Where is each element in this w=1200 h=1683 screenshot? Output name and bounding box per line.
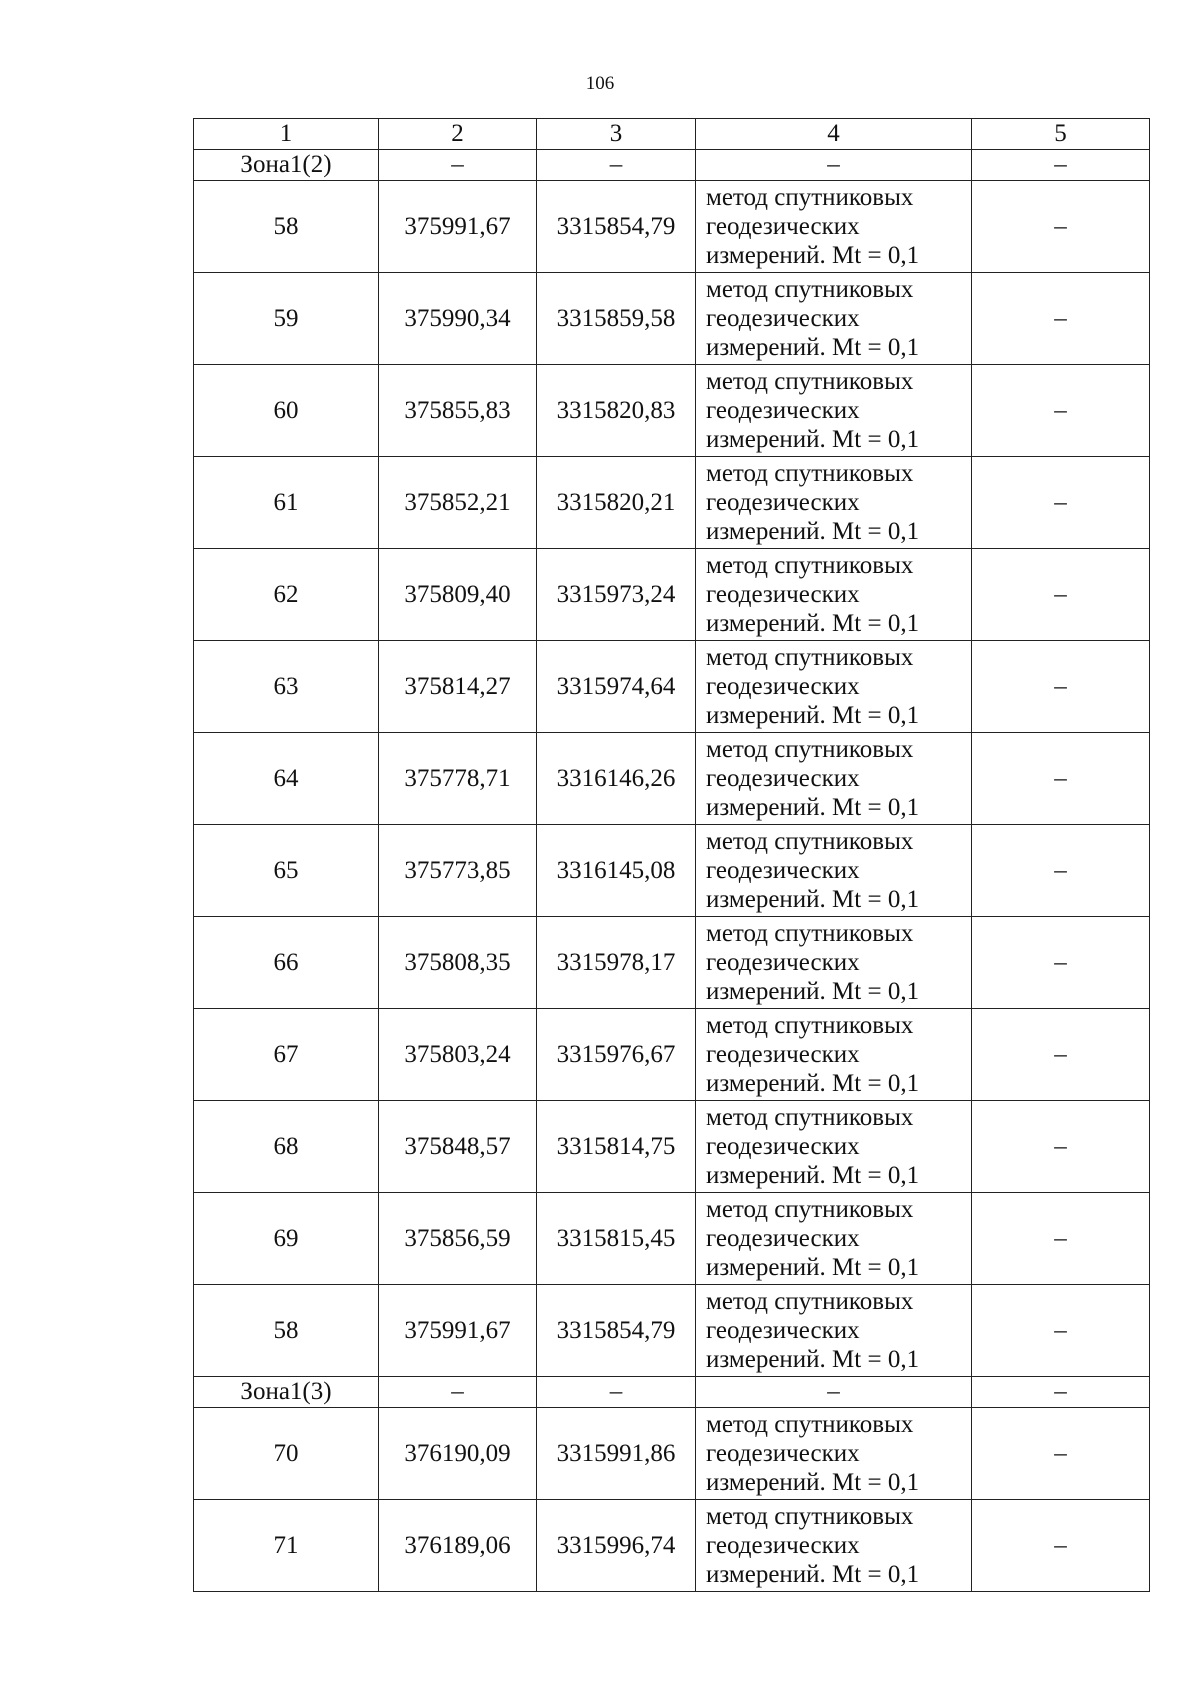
y-coordinate-cell: 3315991,86 xyxy=(537,1408,696,1500)
method-line: геодезических xyxy=(706,857,860,884)
y-coordinate-cell: 3315815,45 xyxy=(537,1193,696,1285)
method-cell xyxy=(696,641,972,733)
x-coordinate-cell: 375778,71 xyxy=(379,733,537,825)
method-line: геодезических xyxy=(706,397,860,424)
zone-label: Зона1(2) xyxy=(194,150,379,181)
method-line: метод спутниковых xyxy=(706,828,914,855)
table-row xyxy=(194,549,1150,641)
x-coordinate-cell: 375814,27 xyxy=(379,641,537,733)
method-line: геодезических xyxy=(706,1133,860,1160)
x-coordinate-cell: 375855,83 xyxy=(379,365,537,457)
point-number-cell: 67 xyxy=(194,1009,379,1101)
y-coordinate-cell: 3315974,64 xyxy=(537,641,696,733)
method-line: метод спутниковых xyxy=(706,920,914,947)
x-coordinate-cell: 375848,57 xyxy=(379,1101,537,1193)
column-number-row xyxy=(194,119,1150,150)
method-line: метод спутниковых xyxy=(706,1503,914,1530)
method-line: геодезических xyxy=(706,305,860,332)
method-cell xyxy=(696,733,972,825)
x-coordinate-cell: 375808,35 xyxy=(379,917,537,1009)
note-cell: – xyxy=(972,733,1150,825)
method-cell xyxy=(696,273,972,365)
zone-row xyxy=(194,150,1150,181)
method-line: геодезических xyxy=(706,1225,860,1252)
zone-dash-cell: – xyxy=(379,150,537,181)
table-row xyxy=(194,365,1150,457)
y-coordinate-cell: 3316146,26 xyxy=(537,733,696,825)
x-coordinate-cell: 375856,59 xyxy=(379,1193,537,1285)
x-coordinate-cell: 375852,21 xyxy=(379,457,537,549)
method-line: измерений. Mt = 0,1 xyxy=(706,886,920,913)
point-number-cell: 59 xyxy=(194,273,379,365)
point-number-cell: 69 xyxy=(194,1193,379,1285)
table-row xyxy=(194,1285,1150,1377)
coordinates-table xyxy=(193,118,1150,1592)
note-cell: – xyxy=(972,1500,1150,1592)
method-cell xyxy=(696,457,972,549)
method-line: измерений. Mt = 0,1 xyxy=(706,242,920,269)
zone-dash-cell: – xyxy=(537,150,696,181)
method-line: измерений. Mt = 0,1 xyxy=(706,334,920,361)
table-row xyxy=(194,1101,1150,1193)
method-line: метод спутниковых xyxy=(706,184,914,211)
x-coordinate-cell: 375991,67 xyxy=(379,181,537,273)
method-line: измерений. Mt = 0,1 xyxy=(706,518,920,545)
zone-dash-cell: – xyxy=(379,1377,537,1408)
y-coordinate-cell: 3315820,83 xyxy=(537,365,696,457)
zone-dash-cell: – xyxy=(972,1377,1150,1408)
point-number-cell: 63 xyxy=(194,641,379,733)
y-coordinate-cell: 3315973,24 xyxy=(537,549,696,641)
point-number-cell: 62 xyxy=(194,549,379,641)
zone-label: Зона1(3) xyxy=(194,1377,379,1408)
point-number-cell: 70 xyxy=(194,1408,379,1500)
method-line: метод спутниковых xyxy=(706,1288,914,1315)
method-line: метод спутниковых xyxy=(706,736,914,763)
method-line: геодезических xyxy=(706,581,860,608)
x-coordinate-cell: 375803,24 xyxy=(379,1009,537,1101)
note-cell: – xyxy=(972,1101,1150,1193)
method-line: геодезических xyxy=(706,1317,860,1344)
zone-row xyxy=(194,1377,1150,1408)
method-cell xyxy=(696,1009,972,1101)
x-coordinate-cell: 375990,34 xyxy=(379,273,537,365)
method-line: метод спутниковых xyxy=(706,1104,914,1131)
point-number-cell: 58 xyxy=(194,1285,379,1377)
table-row xyxy=(194,1193,1150,1285)
table-row xyxy=(194,733,1150,825)
point-number-cell: 64 xyxy=(194,733,379,825)
column-number-cell: 5 xyxy=(972,119,1150,150)
method-line: измерений. Mt = 0,1 xyxy=(706,1162,920,1189)
x-coordinate-cell: 376189,06 xyxy=(379,1500,537,1592)
note-cell: – xyxy=(972,641,1150,733)
method-line: метод спутниковых xyxy=(706,368,914,395)
method-line: измерений. Mt = 0,1 xyxy=(706,978,920,1005)
point-number-cell: 60 xyxy=(194,365,379,457)
point-number-cell: 65 xyxy=(194,825,379,917)
table-row xyxy=(194,1408,1150,1500)
y-coordinate-cell: 3315854,79 xyxy=(537,1285,696,1377)
zone-dash-cell: – xyxy=(696,1377,972,1408)
note-cell: – xyxy=(972,1193,1150,1285)
y-coordinate-cell: 3315978,17 xyxy=(537,917,696,1009)
method-line: метод спутниковых xyxy=(706,460,914,487)
method-cell xyxy=(696,917,972,1009)
method-line: измерений. Mt = 0,1 xyxy=(706,702,920,729)
method-cell xyxy=(696,825,972,917)
note-cell: – xyxy=(972,1408,1150,1500)
column-number-cell: 2 xyxy=(379,119,537,150)
column-number-cell: 1 xyxy=(194,119,379,150)
method-line: метод спутниковых xyxy=(706,552,914,579)
table-row xyxy=(194,917,1150,1009)
method-cell xyxy=(696,1500,972,1592)
method-line: измерений. Mt = 0,1 xyxy=(706,1254,920,1281)
method-line: измерений. Mt = 0,1 xyxy=(706,610,920,637)
y-coordinate-cell: 3315854,79 xyxy=(537,181,696,273)
table-row xyxy=(194,1500,1150,1592)
y-coordinate-cell: 3315996,74 xyxy=(537,1500,696,1592)
table-row xyxy=(194,457,1150,549)
method-line: геодезических xyxy=(706,949,860,976)
point-number-cell: 61 xyxy=(194,457,379,549)
method-line: метод спутниковых xyxy=(706,1012,914,1039)
method-line: геодезических xyxy=(706,1440,860,1467)
method-cell xyxy=(696,1285,972,1377)
note-cell: – xyxy=(972,549,1150,641)
method-line: измерений. Mt = 0,1 xyxy=(706,1070,920,1097)
method-line: геодезических xyxy=(706,765,860,792)
method-line: измерений. Mt = 0,1 xyxy=(706,794,920,821)
x-coordinate-cell: 375991,67 xyxy=(379,1285,537,1377)
point-number-cell: 68 xyxy=(194,1101,379,1193)
note-cell: – xyxy=(972,365,1150,457)
note-cell: – xyxy=(972,825,1150,917)
method-line: измерений. Mt = 0,1 xyxy=(706,1346,920,1373)
y-coordinate-cell: 3316145,08 xyxy=(537,825,696,917)
method-cell xyxy=(696,1101,972,1193)
zone-dash-cell: – xyxy=(537,1377,696,1408)
method-cell xyxy=(696,365,972,457)
method-line: геодезических xyxy=(706,1532,860,1559)
x-coordinate-cell: 375773,85 xyxy=(379,825,537,917)
point-number-cell: 71 xyxy=(194,1500,379,1592)
table-row xyxy=(194,1009,1150,1101)
method-line: геодезических xyxy=(706,1041,860,1068)
method-line: метод спутниковых xyxy=(706,276,914,303)
y-coordinate-cell: 3315859,58 xyxy=(537,273,696,365)
table-row xyxy=(194,641,1150,733)
table-row xyxy=(194,181,1150,273)
x-coordinate-cell: 375809,40 xyxy=(379,549,537,641)
method-line: геодезических xyxy=(706,673,860,700)
page-number: 106 xyxy=(585,73,615,94)
note-cell: – xyxy=(972,457,1150,549)
point-number-cell: 66 xyxy=(194,917,379,1009)
x-coordinate-cell: 376190,09 xyxy=(379,1408,537,1500)
method-line: геодезических xyxy=(706,213,860,240)
zone-dash-cell: – xyxy=(972,150,1150,181)
method-line: метод спутниковых xyxy=(706,644,914,671)
note-cell: – xyxy=(972,917,1150,1009)
note-cell: – xyxy=(972,1285,1150,1377)
note-cell: – xyxy=(972,1009,1150,1101)
zone-dash-cell: – xyxy=(696,150,972,181)
y-coordinate-cell: 3315976,67 xyxy=(537,1009,696,1101)
method-line: измерений. Mt = 0,1 xyxy=(706,1469,920,1496)
column-number-cell: 3 xyxy=(537,119,696,150)
y-coordinate-cell: 3315814,75 xyxy=(537,1101,696,1193)
method-cell xyxy=(696,1408,972,1500)
point-number-cell: 58 xyxy=(194,181,379,273)
note-cell: – xyxy=(972,273,1150,365)
column-number-cell: 4 xyxy=(696,119,972,150)
method-cell xyxy=(696,1193,972,1285)
method-line: метод спутниковых xyxy=(706,1196,914,1223)
method-cell xyxy=(696,181,972,273)
method-line: геодезических xyxy=(706,489,860,516)
y-coordinate-cell: 3315820,21 xyxy=(537,457,696,549)
method-line: измерений. Mt = 0,1 xyxy=(706,1561,920,1588)
table-row xyxy=(194,273,1150,365)
table-body xyxy=(194,119,1150,1592)
method-cell xyxy=(696,549,972,641)
method-line: метод спутниковых xyxy=(706,1411,914,1438)
method-line: измерений. Mt = 0,1 xyxy=(706,426,920,453)
table-row xyxy=(194,825,1150,917)
note-cell: – xyxy=(972,181,1150,273)
